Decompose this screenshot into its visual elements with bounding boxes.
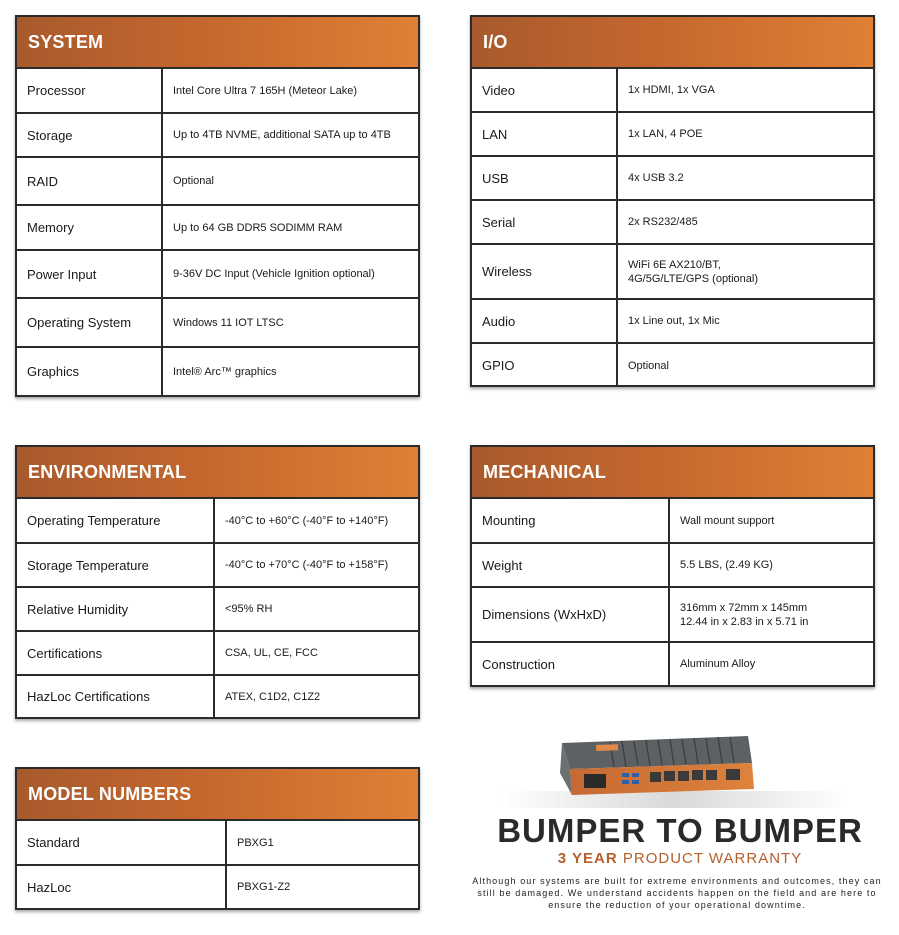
spec-value-line: 316mm x 72mm x 145mm — [680, 601, 808, 614]
spec-value-line: 4G/5G/LTE/GPS (optional) — [628, 272, 759, 285]
environmental-panel — [15, 445, 420, 719]
spec-label: Dimensions (WxHxD) — [472, 587, 669, 642]
spec-value: <95% RH — [214, 587, 418, 631]
spec-value: 4x USB 3.2 — [617, 156, 873, 200]
warranty-title: BUMPER TO BUMPER — [497, 812, 863, 849]
system-table — [17, 69, 418, 395]
spec-value: CSA, UL, CE, FCC — [214, 631, 418, 675]
table-row — [17, 675, 418, 717]
table-row — [472, 69, 873, 112]
product-image-icon — [500, 733, 850, 808]
spec-value: Aluminum Alloy — [669, 642, 873, 685]
mechanical-title: MECHANICAL — [472, 447, 873, 499]
spec-value-line: 12.44 in x 2.83 in x 5.71 in — [680, 615, 809, 628]
spec-value — [669, 587, 873, 642]
table-row — [17, 113, 418, 157]
spec-label: Relative Humidity — [17, 587, 214, 631]
spec-value: -40°C to +70°C (-40°F to +158°F) — [214, 543, 418, 587]
spec-value: Optional — [617, 343, 873, 387]
spec-label: Graphics — [17, 347, 162, 395]
table-row — [17, 250, 418, 298]
table-row — [17, 631, 418, 675]
spec-value: Optional — [162, 157, 418, 205]
spec-label: Weight — [472, 543, 669, 587]
spec-value: 9-36V DC Input (Vehicle Ignition optional) — [162, 250, 418, 298]
io-table — [472, 69, 873, 387]
warranty-subtitle-rest: PRODUCT WARRANTY — [617, 850, 803, 867]
mechanical-table — [472, 499, 873, 685]
spec-value: Up to 64 GB DDR5 SODIMM RAM — [162, 205, 418, 250]
spec-value: Intel Core Ultra 7 165H (Meteor Lake) — [173, 84, 358, 97]
table-row — [17, 587, 418, 631]
spec-label: Memory — [17, 205, 162, 250]
spec-value: Windows 11 IOT LTSC — [162, 298, 418, 347]
warranty-years: 3 YEAR — [557, 850, 618, 867]
table-row — [472, 156, 873, 200]
spec-label: HazLoc — [17, 865, 226, 908]
table-row — [17, 205, 418, 250]
io-panel — [470, 15, 875, 387]
spec-label: HazLoc Certifications — [17, 675, 214, 717]
models-table — [17, 821, 418, 908]
spec-label: Construction — [472, 642, 669, 685]
table-row — [472, 642, 873, 685]
table-row — [17, 69, 418, 113]
spec-value: Intel® Arc™ graphics — [162, 347, 418, 395]
environmental-table — [17, 499, 418, 717]
spec-value: Up to 4TB NVME, additional SATA up to 4TB — [162, 113, 418, 157]
table-row — [17, 298, 418, 347]
table-row — [17, 499, 418, 543]
spec-label: Storage Temperature — [17, 543, 214, 587]
spec-value: PBXG1-Z2 — [226, 865, 418, 908]
spec-value: 5.5 LBS, (2.49 KG) — [669, 543, 873, 587]
table-row — [17, 821, 418, 865]
spec-value: ATEX, C1D2, C1Z2 — [214, 675, 418, 717]
spec-value: 1x HDMI, 1x VGA — [628, 84, 715, 96]
table-row — [472, 587, 873, 642]
spec-label: GPIO — [472, 343, 617, 387]
table-row — [472, 343, 873, 387]
table-row — [472, 244, 873, 299]
spec-value: 1x Line out, 1x Mic — [617, 299, 873, 343]
io-title: I/O — [472, 17, 873, 69]
spec-value: PBXG1 — [237, 836, 274, 849]
warranty-description: Although our systems are built for extreme environments and outcomes, they can still be damaged. We understand accidents happen on the field and are here to ensure the reduction of your operational downtime. — [472, 876, 882, 910]
table-row — [17, 865, 418, 908]
table-row — [17, 543, 418, 587]
table-row — [472, 200, 873, 244]
spec-label: Operating Temperature — [17, 499, 214, 543]
system-panel — [15, 15, 420, 397]
system-title: SYSTEM — [17, 17, 418, 69]
table-row — [472, 499, 873, 543]
spec-label: Audio — [472, 299, 617, 343]
spec-value-line: WiFi 6E AX210/BT, — [628, 258, 721, 271]
table-row — [17, 157, 418, 205]
spec-value — [617, 244, 873, 299]
spec-label: Video — [472, 69, 617, 112]
table-row — [17, 347, 418, 395]
table-row — [472, 112, 873, 156]
spec-value: 2x RS232/485 — [617, 200, 873, 244]
spec-label: Operating System — [17, 298, 162, 347]
table-row — [472, 543, 873, 587]
spec-label: Storage — [17, 113, 162, 157]
warranty-subtitle — [470, 850, 890, 867]
environmental-title: ENVIRONMENTAL — [17, 447, 418, 499]
spec-label: Certifications — [17, 631, 214, 675]
table-row — [472, 299, 873, 343]
models-title: MODEL NUMBERS — [17, 769, 418, 821]
spec-label: Standard — [17, 821, 226, 865]
spec-label: Wireless — [472, 244, 617, 299]
spec-value: 1x LAN, 4 POE — [617, 112, 873, 156]
spec-label: Mounting — [472, 499, 669, 543]
spec-label: Serial — [472, 200, 617, 244]
spec-value: -40°C to +60°C (-40°F to +140°F) — [225, 514, 389, 527]
spec-label: Processor — [17, 69, 162, 113]
spec-value: Wall mount support — [680, 514, 775, 527]
spec-label: Power Input — [17, 250, 162, 298]
spec-label: USB — [472, 156, 617, 200]
mechanical-panel — [470, 445, 875, 687]
spec-label: LAN — [472, 112, 617, 156]
spec-label: RAID — [17, 157, 162, 205]
models-panel — [15, 767, 420, 910]
